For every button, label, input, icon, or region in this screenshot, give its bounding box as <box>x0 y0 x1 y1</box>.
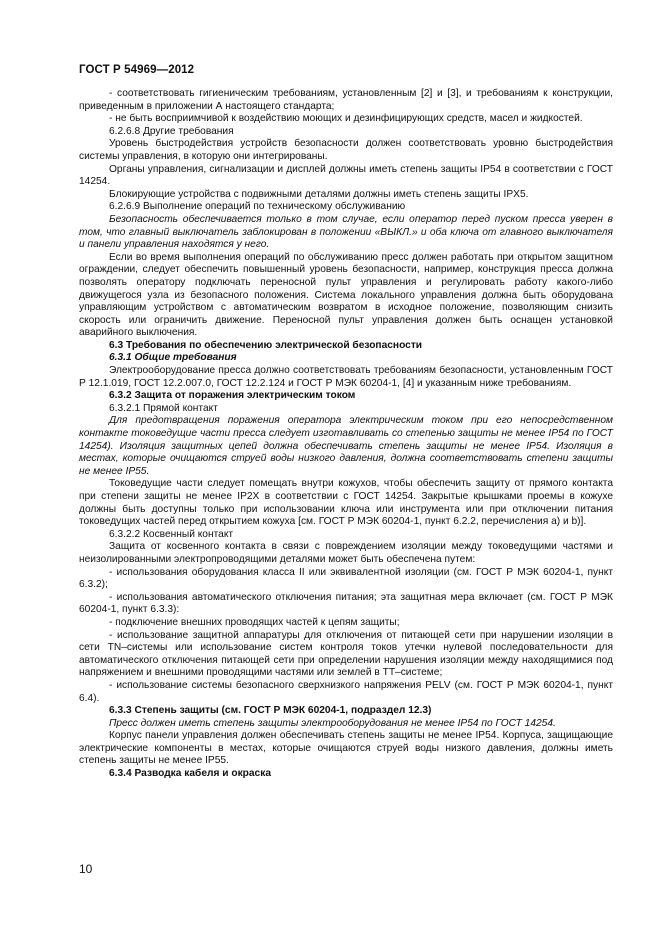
section-heading: 6.2.6.9 Выполнение операций по техническому обслуживанию <box>109 201 406 213</box>
section-heading: 6.3.1 Общие требования <box>109 352 237 364</box>
document-header: ГОСТ Р 54969—2012 <box>79 64 195 76</box>
paragraph: Токоведущие части следует помещать внутри кожухов, чтобы обеспечить защиту от прямого контакта при степени защиты не менее IP2X в соответствии с ГОСТ 14254. Закрытые крышками проемы в кожухе должны быть доступны только при использовании ключа или инструмента или при отключении питания токоведущих частей перед открытием кожуха [см. ГОСТ Р МЭК 60204-1, пункт 6.2.2, перечисления а) и b)]. <box>79 478 613 528</box>
paragraph: Корпус панели управления должен обеспечивать степень защиты не менее IP54. Корпуса, защищающие электрические компоненты в местах, которые очищаются струей воды низкого давления, должны иметь степень защиты не менее IP55. <box>79 730 613 767</box>
section-heading: 6.3.4 Разводка кабеля и окраска <box>109 768 271 780</box>
paragraph: Для предотвращения поражения оператора электрическим током при его непосредственном контакте токоведущие части пресса следует изготавливать со степенью защиты не менее IP54 по ГОСТ 14254). Изоляция защитных цепей должна обеспечивать степень защиты не менее IP54. Изоляция в местах, которые очищаются струей воды низкого давления, должна соответствовать степени защиты не менее IP55. <box>79 415 613 477</box>
paragraph: Пресс должен иметь степень защиты электрооборудования не менее IP54 по ГОСТ 14254. <box>109 717 556 729</box>
section-heading: 6.3.3 Степень защиты (см. ГОСТ Р МЭК 60204-1, подраздел 12.3) <box>109 705 432 717</box>
page-number: 10 <box>79 862 93 876</box>
paragraph: Органы управления, сигнализации и дисплей должны иметь степень защиты IP54 в соответствии с ГОСТ 14254. <box>79 163 613 188</box>
list-item: - использования оборудования класса II или эквивалентной изоляции (см. ГОСТ Р МЭК 60204-1, пункт 6.3.2); <box>79 566 613 591</box>
list-item: - использование системы безопасного сверхнизкого напряжения PELV (см. ГОСТ Р МЭК 60204-1, пункт 6.4). <box>79 679 613 704</box>
section-heading: 6.3.2.1 Прямой контакт <box>109 402 218 414</box>
paragraph: Уровень быстродействия устройств безопасности должен соответствовать уровню быстродействия системы управления, в которую они интегрированы. <box>79 138 613 162</box>
paragraph: Электрооборудование пресса должно соответствовать требованиям безопасности, установленным ГОСТ Р 12.1.019, ГОСТ 12.2.007.0, ГОСТ 12.2.124 и ГОСТ Р МЭК 60204-1, [4] и указанным ниже требованиям. <box>79 365 613 389</box>
paragraph: Безопасность обеспечивается только в том случае, если оператор перед пуском пресса уверен в том, что главный выключатель заблокирован в положении «ВЫКЛ.» и оба ключа от главного выключателя и панели управления находятся у него. <box>79 213 613 251</box>
list-item: - использование защитной аппаратуры для отключения от питающей сети при нарушении изоляции в сети TN–системы или использование систем контроля токов утечки нулевой последовательности для автоматического отключения питающей сети при определении нарушения изоляции между находящимися под напряжением и внешними проводящими частями или землей в TT–системе; <box>79 629 613 679</box>
section-heading: 6.3.2 Защита от поражения электрическим током <box>109 390 356 402</box>
paragraph: Защита от косвенного контакта в связи с повреждением изоляции между токоведущими частями и неизолированными электропроводящими деталями может быть обеспечена путем: <box>79 541 613 565</box>
section-heading: 6.2.6.8 Другие требования <box>109 125 234 137</box>
paragraph: - не быть восприимчивой к воздействию моющих и дезинфицирующих средств, масел и жидкостей. <box>109 113 583 125</box>
section-heading: 6.3 Требования по обеспечению электрической безопасности <box>109 339 423 351</box>
section-heading: 6.3.2.2 Косвенный контакт <box>109 528 234 540</box>
document-body <box>79 88 613 781</box>
paragraph: Блокирующие устройства с подвижными деталями должны иметь степень защиты IPX5. <box>109 188 529 200</box>
list-item: - использования автоматического отключения питания; эта защитная мера включает (см. ГОСТ Р МЭК 60204-1, пункт 6.3.3): <box>79 591 613 616</box>
list-item: - подключение внешних проводящих частей к цепям защиты; <box>109 616 400 628</box>
paragraph: Если во время выполнения операций по обслуживанию пресс должен работать при открытом защитном ограждении, следует обеспечить повышенный уровень безопасности, например, конструкция пресса должна позволять оператору подключать переносной пульт управления и регулировать работу какого-либо движущегося узла из безопасного положения. Система локального управления должна быть оборудована управляющим устройством с автоматическим возвратом в исходное положение, позволяющим снизить скорость или ограничить движение. Переносной пульт управления должен быть оснащен установкой аварийного выключения. <box>79 251 613 339</box>
paragraph: - соответствовать гигиеническим требованиям, установленным [2] и [3], и требованиям к конструкции, приведенным в приложении А настоящего стандарта; <box>79 88 613 112</box>
